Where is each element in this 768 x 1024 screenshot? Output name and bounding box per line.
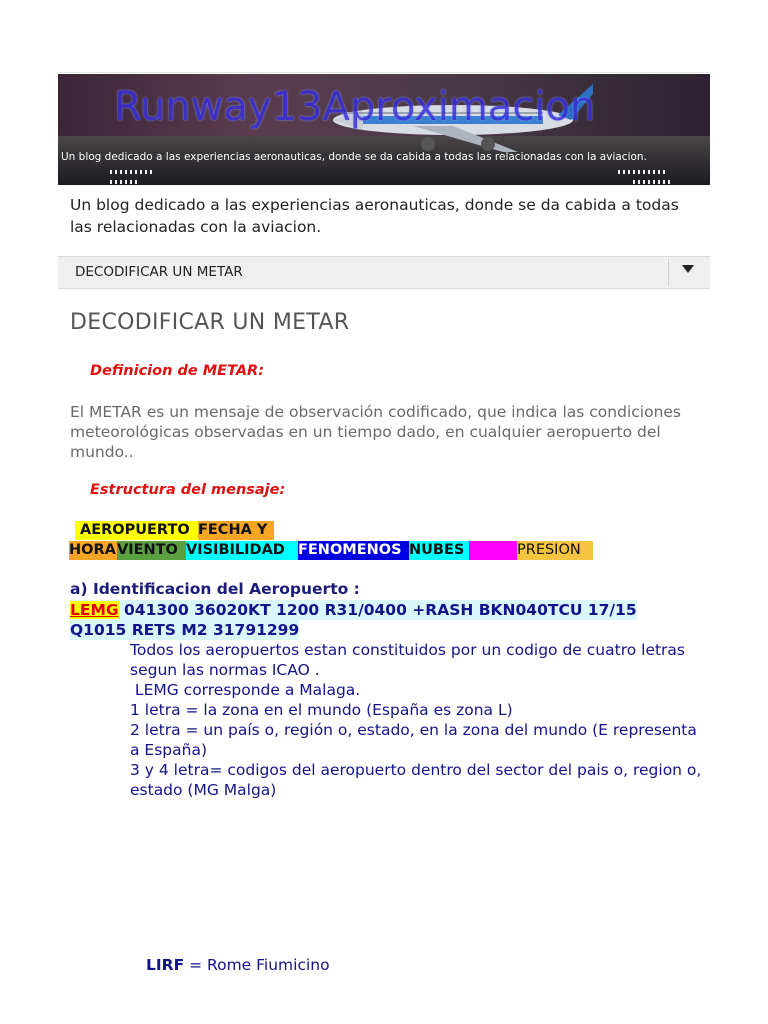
segment-temp: TEMP [469, 541, 517, 560]
explanation-block [130, 640, 710, 800]
segment-hora: HORA [69, 542, 116, 558]
metar-example-line-2: Q1015 RETS M2 31791299 [70, 621, 300, 639]
runway-lights-left-top [110, 180, 140, 184]
definicion-paragraph: El METAR es un mensaje de observación codificado, que indica las condiciones meteorológicas observadas en un tiempo dado, en cualquier aeropuerto del mundo.. [70, 403, 682, 461]
explanation-line: 2 letra = un país o, región o, estado, en la zona del mundo (E representa a España) [130, 721, 697, 759]
identificacion-heading: a) Identificacion del Aeropuerto : [70, 580, 360, 598]
definicion-heading: Definicion de METAR: [90, 363, 265, 379]
dropdown-selected-label: DECODIFICAR UN METAR [75, 264, 243, 280]
lirf-description: = Rome Fiumicino [184, 956, 330, 974]
lirf-example [146, 956, 330, 974]
segment-nubes: NUBES [409, 541, 469, 560]
chevron-down-icon[interactable] [682, 265, 694, 273]
segment-aeropuerto: AEROPUERTO [75, 521, 198, 540]
explanation-line: 1 letra = la zona en el mundo (España es zona L) [130, 701, 513, 719]
banner-tagline: Un blog dedicado a las experiencias aeronauticas, donde se da cabida a todas las relacionadas con la aviacion. [61, 151, 647, 163]
segment-presion: PRESION [517, 541, 593, 560]
post-title: DECODIFICAR UN METAR [70, 310, 350, 335]
blog-header-banner[interactable] [58, 74, 710, 185]
metar-example-line-1 [70, 600, 637, 620]
banner-title: Runway13Aproximacion [114, 84, 596, 130]
metar-airport-code: LEMG [70, 601, 119, 619]
explanation-line: 3 y 4 letra= codigos del aeropuerto dentro del sector del pais o, region o, estado (MG Malga) [130, 761, 702, 799]
dropdown-separator [668, 259, 669, 286]
header-divider [58, 72, 710, 73]
lirf-code: LIRF [146, 956, 185, 974]
metar-line-1-rest: 041300 36020KT 1200 R31/0400 +RASH BKN040TCU 17/15 [118, 601, 637, 619]
estructura-heading: Estructura del mensaje: [90, 482, 286, 498]
blog-description: Un blog dedicado a las experiencias aeronauticas, donde se da cabida a todas las relacionadas con la aviacion. [70, 196, 679, 236]
segment-fecha: FECHA Y [198, 521, 274, 540]
runway-lights-right-top [633, 180, 673, 184]
pages-dropdown[interactable] [58, 256, 710, 289]
explanation-line: LEMG corresponde a Malaga. [130, 681, 361, 699]
runway-lights-left [110, 170, 155, 174]
segment-viento: VIENTO [117, 541, 186, 560]
explanation-line: Todos los aeropuertos estan constituidos por un codigo de cuatro letras segun las normas ICAO . [130, 641, 686, 679]
segment-visibilidad: VISIBILIDAD [186, 541, 298, 560]
runway-lights-right [618, 170, 668, 174]
segment-fenomenos: FENOMENOS [298, 541, 409, 560]
